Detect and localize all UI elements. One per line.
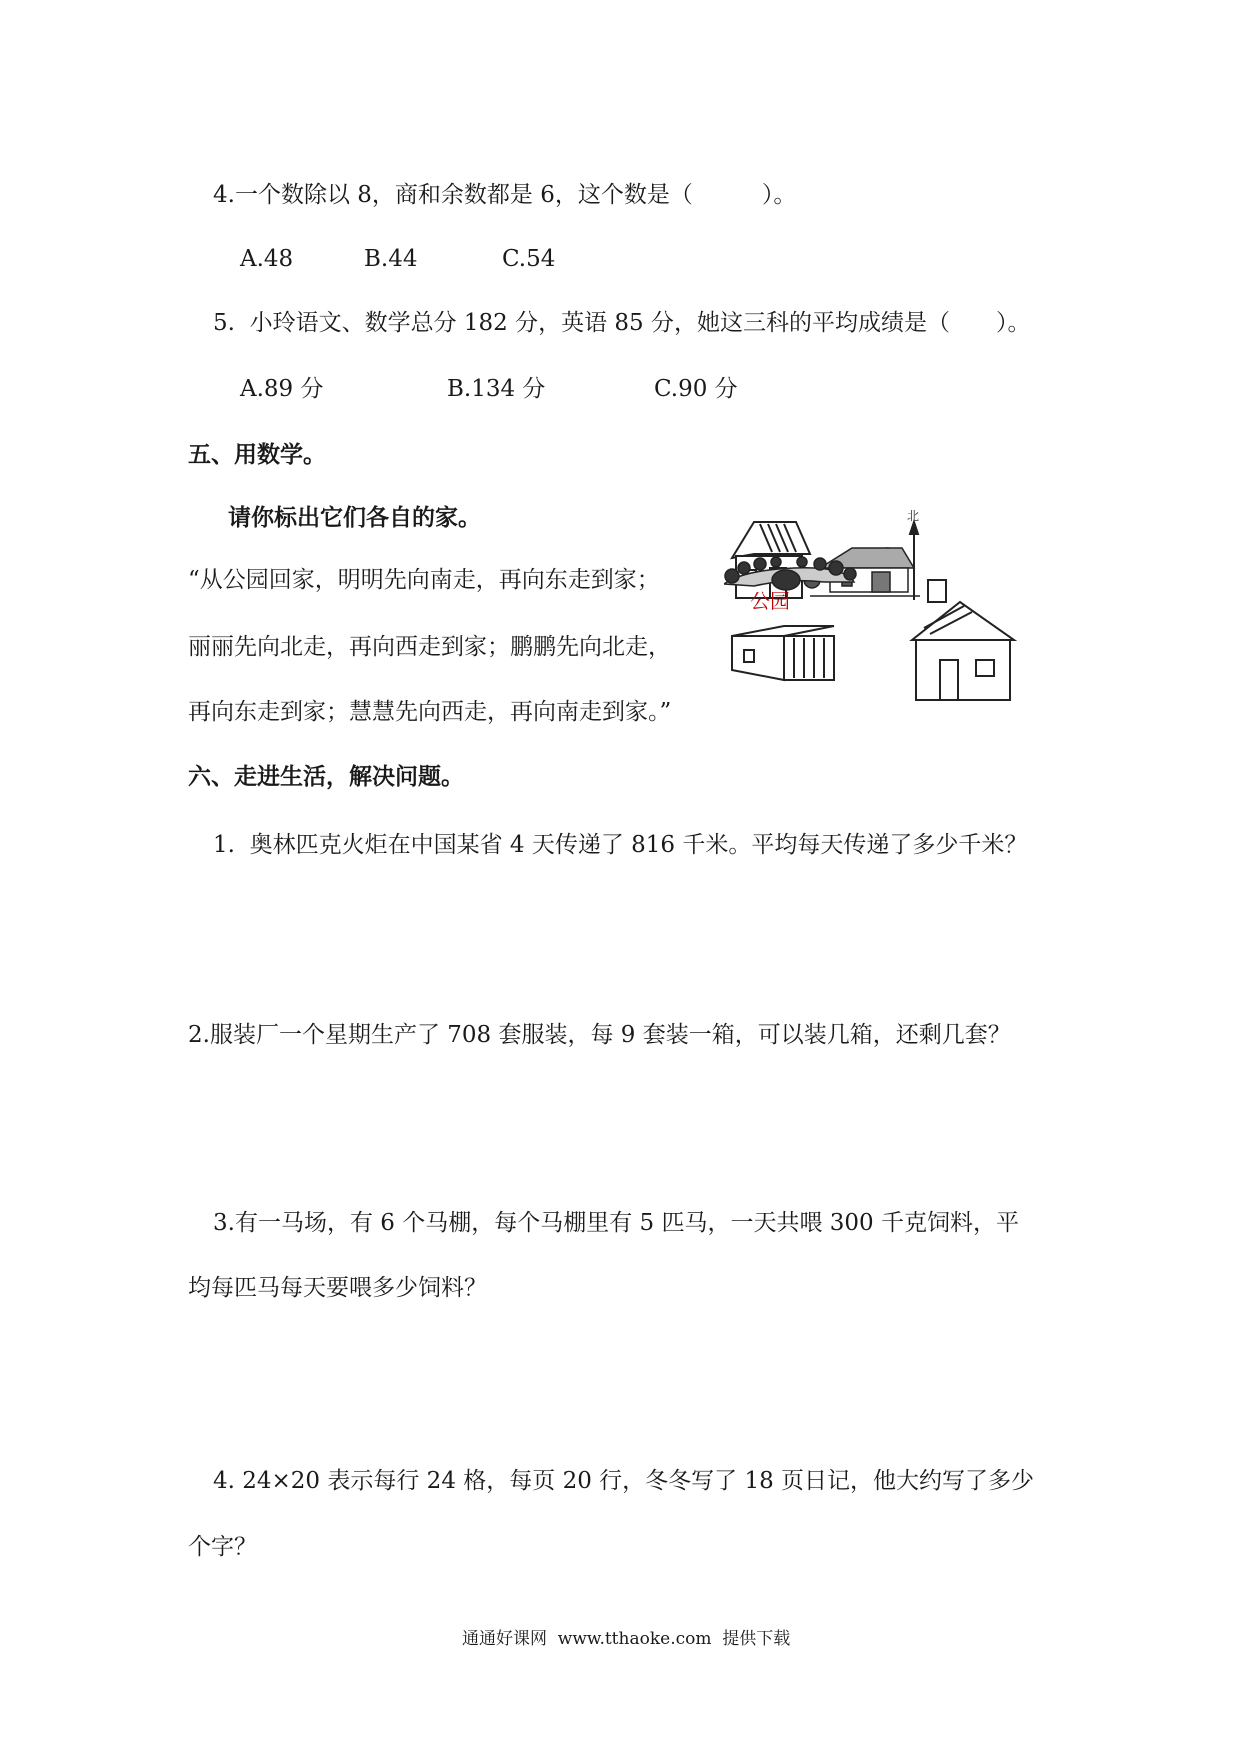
park-label: 公园	[750, 589, 790, 613]
problem-3-line-2: 均每匹马每天要喂多少饲料？	[188, 1275, 487, 1301]
problem-2-text: 2.服装厂一个星期生产了 708 套服装，每 9 套装一箱，可以装几箱，还剩几套？	[188, 1022, 1011, 1048]
problem-4-line-2: 个字？	[188, 1534, 257, 1560]
section-6-heading: 六、走进生活，解决问题。	[188, 764, 464, 790]
problem-4-line-1: 4. 24×20 表示每行 24 格，每页 20 行，冬冬写了 18 页日记，他大约写了多少	[213, 1468, 1035, 1494]
question-4-text: 4.一个数除以 8，商和余数都是 6，这个数是（ ）。	[213, 182, 797, 208]
question-4-option-a: A.48	[240, 246, 294, 272]
section-5-line-2: 丽丽先向北走，再向西走到家；鹏鹏先向北走，	[188, 634, 671, 660]
north-arrow-icon	[910, 522, 918, 600]
question-4-option-b: B.44	[364, 246, 418, 272]
building-bottom-left-icon	[732, 626, 834, 680]
question-5-option-b: B.134 分	[447, 376, 546, 402]
map-figure	[724, 510, 1054, 790]
house-bottom-right-icon	[912, 580, 1014, 700]
question-5-option-c: C.90 分	[654, 376, 738, 402]
section-5-line-3: 再向东走到家；慧慧先向西走，再向南走到家。”	[188, 699, 672, 725]
section-5-heading: 五、用数学。	[188, 442, 326, 468]
question-4-option-c: C.54	[502, 246, 556, 272]
question-5-option-a: A.89 分	[240, 376, 324, 402]
problem-3-line-1: 3.有一马场，有 6 个马棚，每个马棚里有 5 匹马，一天共喂 300 千克饲料，平	[213, 1210, 1019, 1236]
section-5-line-1: “从公园回家，明明先向南走，再向东走到家；	[188, 567, 660, 593]
section-5-instruction: 请你标出它们各自的家。	[228, 505, 481, 531]
question-5-text: 5. 小玲语文、数学总分 182 分，英语 85 分，她这三科的平均成绩是（ ）。	[213, 310, 1031, 336]
north-label: 北	[907, 510, 920, 523]
problem-1-text: 1. 奥林匹克火炬在中国某省 4 天传递了 816 千米。平均每天传递了多少千米？	[213, 832, 1028, 858]
footer-text: 通通好课网 www.tthaoke.com 提供下载	[462, 1629, 791, 1649]
